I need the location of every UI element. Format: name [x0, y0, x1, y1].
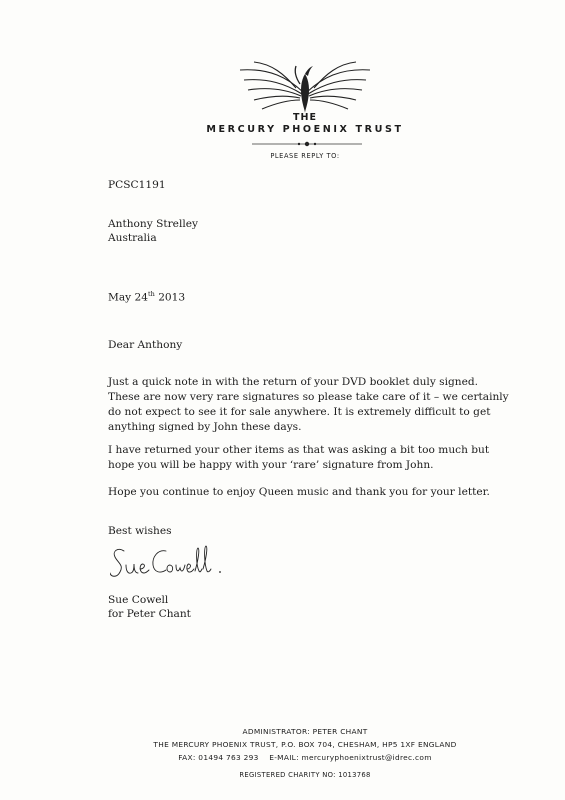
recipient-name: Anthony Strelley	[108, 218, 198, 230]
body-paragraph: I have returned your other items as that was asking a bit too much but hope you will be happy with your ‘rare’ signature from John.	[108, 444, 490, 471]
footer-administrator: ADMINISTRATOR: PETER CHANT	[242, 727, 368, 736]
handwritten-signature	[110, 541, 225, 583]
org-the-label: THE	[293, 112, 317, 123]
letter-date	[108, 287, 185, 305]
footer-address: THE MERCURY PHOENIX TRUST, P.O. BOX 704, CHESHAM, HP5 1XF ENGLAND	[153, 740, 457, 749]
body-paragraph: Just a quick note in with the return of your DVD booklet duly signed. These are now very rare signatures so please take care of it – we certainly do not expect to see it for sale anywhere. It is extremely difficult to get anything signed by John these days.	[108, 376, 509, 433]
letterhead-divider	[252, 140, 362, 148]
date-suffix: th	[148, 290, 155, 298]
phoenix-logo-icon	[230, 58, 380, 114]
body-paragraph: Hope you continue to enjoy Queen music and thank you for your letter.	[108, 486, 490, 498]
recipient-country: Australia	[108, 232, 157, 244]
reference-number: PCSC1191	[108, 179, 166, 191]
salutation: Dear Anthony	[108, 339, 183, 351]
closing: Best wishes	[108, 525, 172, 537]
org-name: MERCURY PHOENIX TRUST	[206, 124, 404, 135]
date-month-day: May 24	[108, 291, 148, 304]
signer-for-line: for Peter Chant	[108, 608, 191, 620]
footer-charity-number: REGISTERED CHARITY NO: 1013768	[239, 771, 371, 779]
date-year: 2013	[158, 291, 186, 304]
footer-contact	[0, 753, 565, 762]
reply-to-label: PLEASE REPLY TO:	[270, 152, 340, 160]
signer-name: Sue Cowell	[108, 594, 169, 606]
footer-contact-text: FAX: 01494 763 293 E-MAIL: mercuryphoenixtrust@idrec.com	[178, 753, 432, 762]
